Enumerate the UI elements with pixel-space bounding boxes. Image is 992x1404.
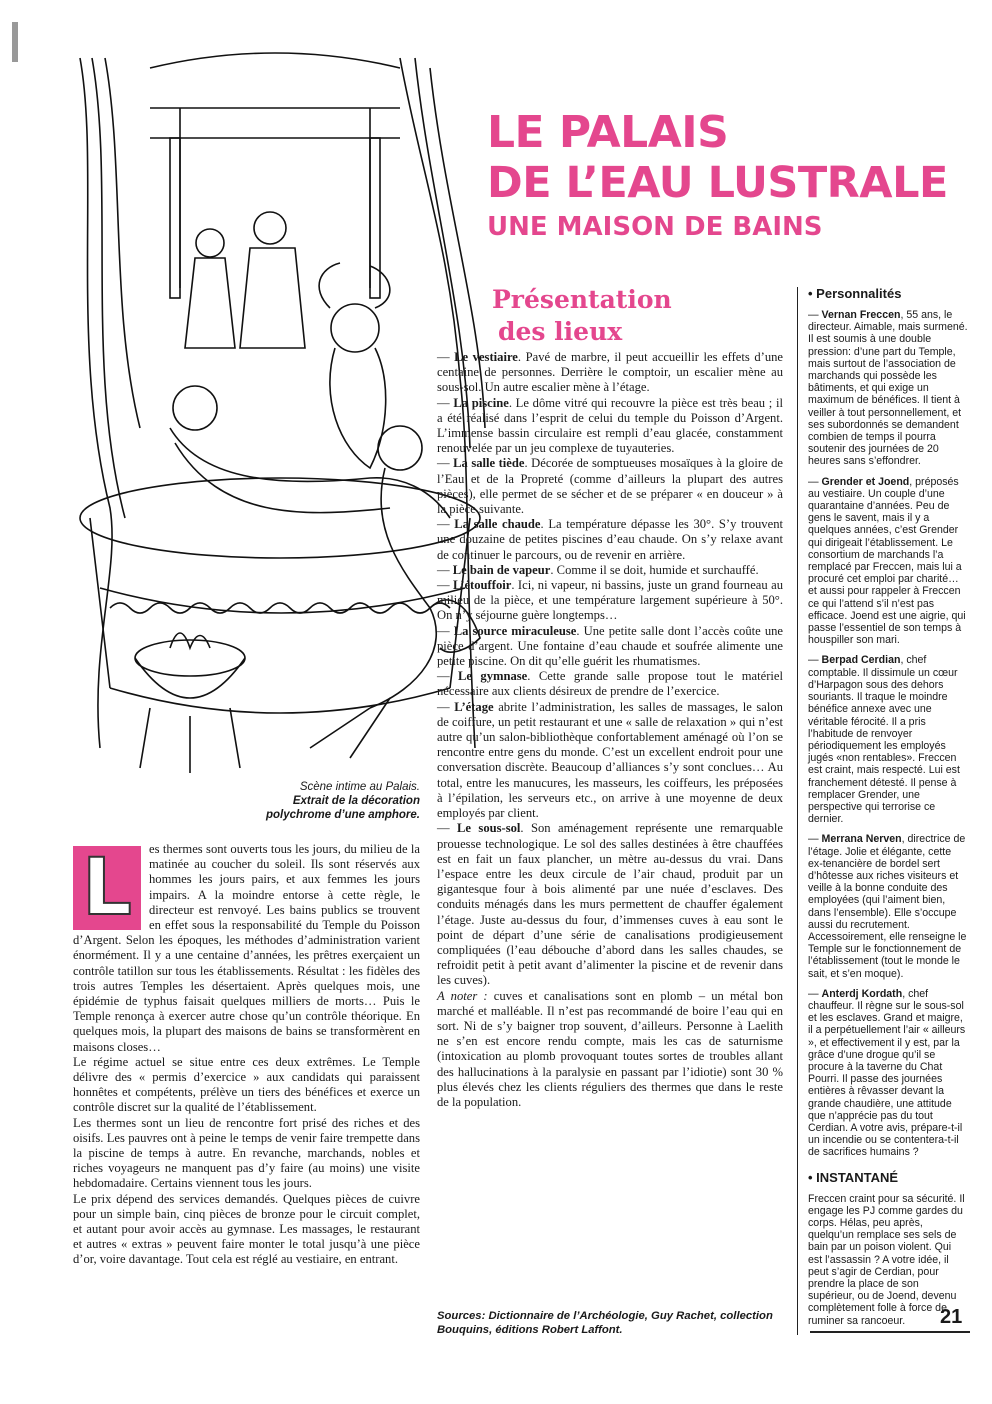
lieu-entry: — Le bain de vapeur. Comme il se doit, humide et surchauffé. <box>437 562 759 577</box>
intro-paragraph: Le régime actuel se situe entre ces deux extrêmes. Le Temple délivre des « permis d’exercice » aux candidats qui paraissent honnêtes et compétents, prélève un tiers des bénéfices et exerce un contrôle discret sur la qualité de l’établissement. <box>73 1054 420 1115</box>
note-text: cuves et canalisations sont en plomb – un métal bon marché et malléable. Il n’est pas recommandé de boire l’eau qui en sort. Ni de s’y baigner trop souvent, d’ailleurs. Personne à Laelith ne s’en est encore rendu compte, mais les cas de saturnisme (intoxication au plomb provoquant toutes sortes de troubles allant des hallucinations à la paralysie en passant par l’idiotie) sont 30 % plus élevés chez les clients réguliers des thermes que dans le reste de la population. <box>437 988 784 1109</box>
personnalite-entry: — Vernan Freccen, 55 ans, le directeur. Aimable, mais surmené. Il est soumis à une double pression: d’une part du Temple, mais surtout de l’association de marchands qui possède les bâtiments, et qui exige un maximum de bénéfices. Il tient à veiller à tout personnellement, et ses subordonnés se demandent combien de temps il pourra soutenir des journées de 20 heures sans s’effondrer. <box>808 309 968 468</box>
caption-line-2: Extrait de la décoration <box>292 795 420 807</box>
bath-scene-illustration <box>70 48 490 778</box>
caption-line-1: Scène intime au Palais. <box>299 781 420 793</box>
lieu-name: Le bain de vapeur <box>452 562 551 577</box>
lieu-text: Ici, ni vapeur, ni bassins, juste un grand fourneau au milieu de la pièce, et une température largement supérieure à 50°. On n’y séjourne guère longtemps… <box>437 578 783 623</box>
lieu-name: La salle chaude <box>454 517 541 532</box>
lieu-entry: — L’étage abrite l’administration, les salles de massages, le salon de coiffure, un petit restaurant et une « salle de relaxation » qui n’est autre qu’un salon-bibliothèque confortablement aménagé où l’on se rencontre entre gens du monde. C’est un excellent endroit pour une conversation discrète. Beaucoup d’alliances s’y sont conclues… Au total, entre les manucures, les masseurs, les coiffeurs, les préposées à l’épilation, les serveurs etc., on arrive à une moyenne de deux employés par client. <box>437 699 783 821</box>
personnalite-entry: — Anterdj Kordath, chef chauffeur. Il règne sur le sous-sol et les esclaves. Grand et maigre, il a perpétuellement l’air « ailleurs », et effectivement il y est, par la grâce d’une drogue qu’il se procure à la taverne du Chat Pourri. Il passe des journées entières à rêvasser devant la grande chaudière, une attitude que n’apprécie pas du tout Cerdian. A votre avis, prépare-t-il un incendie ou se contentera-t-il de sacrifices humains ? <box>808 987 966 1159</box>
personnalites-list <box>808 309 968 1159</box>
lieu-text: Son aménagement représente une remarquable prouesse technologique. Le sol des salles destinées à être chauffées est en fait un faux plancher, un mètre au-dessus du vrai. Dans l’espace entre les deux circule de l’air chaud, produit par un gigantesque four à bois alimenté par une nuée d’esclaves. Des conduits ménagés dans les murs permettent de chauffer également l’étage. Juste au-dessus du four, d’immenses cuves à eau sont le point de départ d’une série de canalisations prodigieusement compliquées (l’eau débouche d’abord dans les salles chaudes, se refroidit petit à petit avant d’alimenter la piscine et de revenir dans les cuves). <box>437 821 784 988</box>
personnalite-entry: — Merrana Nerven, directrice de l’étage. Jolie et élégante, cette ex-tenancière de bordel sert d’hôtesse aux riches visiteurs et veille à la bonne conduite des employées (qui l’aiment bien, dans l’ensemble). Elle s’occupe aussi du recrutement. Accessoirement, elle renseigne le Temple sur le fonctionnement de l’établissement (tout le monde le sait, et s’en moque). <box>808 833 967 980</box>
lieu-name: La source miraculeuse <box>453 623 577 638</box>
lieu-text: Comme il se doit, humide et surchauffé. <box>556 562 759 577</box>
caption-line-3: polychrome d’une amphore. <box>266 809 420 821</box>
page-number: 21 <box>940 1306 963 1328</box>
intro-paragraph: es thermes sont ouverts tous les jours, du milieu de la matinée au coucher du soleil. Ils sont réservés aux hommes les jours pairs, et aux femmes les jours impairs. A la moindre entorse à cette règle, le directeur est renvoyé. Les bains publics se trouvent en effet sous la responsabilité du Temple du Poisson d’Argent. Selon les époques, les méthodes d’administration varient énormément. Il y a une centaine d’années, les prêtres exerçaient un contrôle tatillon sur tous les établissements. Résultat : les fidèles des trois autres Temples les désertaient. Après quelques mois, une épidémie de typhus faisait quelques milliers de morts… Puis le Temple renonça à exercer autre chose qu’un contrôle théorique. En quelques mois, la plupart des maisons de bains se transformèrent en maisons closes… <box>73 842 420 1054</box>
article-title <box>487 108 948 244</box>
instantane-heading: • INSTANTANÉ <box>808 1169 899 1185</box>
lieu-text: Pavé de marbre, il peut accueillir les effets d’une centaine de personnes. Derrière le comptoir, un escalier mène au sous-sol. Un autre escalier mène à l’étage. <box>437 350 783 395</box>
personnalite-name: Grender et Joend <box>821 475 910 488</box>
sources-note: Sources: Dictionnaire de l’Archéologie, Guy Rachet, collection Bouquins, éditions Robert Laffont. <box>437 1310 773 1336</box>
lieu-entry: — La salle tiède. Décorée de somptueuses mosaïques à la gloire de l’Eau et de la Propreté (comme d’ailleurs la plupart des autres pièces), elle permet de se sécher et de se préparer « en douceur » à la pièce suivante. <box>437 456 783 517</box>
intro-paragraph: Le prix dépend des services demandés. Quelques pièces de cuivre pour un simple bain, cinq pièces de bronze pour le circuit complet, et autant pour avoir accès au gymnase. Les massages, le restaurant et autres « extras » peuvent faire monter le total jusqu’à une pièce d’or, voire davantage. Tout cela est réglé au vestiaire, en entrant. <box>73 1191 420 1267</box>
lieux-column <box>437 350 783 1110</box>
note-label: A noter : <box>437 988 488 1003</box>
lieu-text: Une petite salle dont l’accès coûte une pièce d’argent. Une fontaine d’eau chaude et soufrée alimente une petite piscine. On dit qu’elle guérit les rhumatismes. <box>437 623 783 669</box>
lieu-text: Décorée de somptueuses mosaïques à la gloire de l’Eau et de la Propreté (comme d’ailleurs la plupart des autres pièces), elle permet de se sécher et de se préparer « en douceur » à la pièce suivante. <box>437 456 783 517</box>
personnalite-text: , directrice de l’étage. Jolie et élégante, cette ex-tenancière de bordel sert d’hôtesse aux riches visiteurs et veille à la bonne conduite des employées (qui l’aiment bien, dans l’ensemble). Elle s’occupe aussi du recrutement. Accessoirement, elle renseigne le Temple sur le fonctionnement de l’établissement (tout le monde le sait, et s’en moque). <box>808 833 967 980</box>
lieu-entry: — La salle chaude. La température dépasse les 30°. S’y trouvent une douzaine de petites piscines d’eau chaude. On s’y relaxe avant de continuer le parcours, ou de revenir en arrière. <box>437 517 783 562</box>
section-title <box>492 284 672 348</box>
lieu-text: Cette grande salle propose tout le matériel nécessaire aux clients désireux de prendre de l’exercice. <box>437 669 784 699</box>
article-subtitle: UNE MAISON DE BAINS <box>487 212 823 242</box>
lieu-entry: — Le vestiaire. Pavé de marbre, il peut accueillir les effets d’une centaine de personnes. Derrière le comptoir, un escalier mène au sous-sol. Un autre escalier mène à l’étage. <box>437 350 783 395</box>
dropcap-letter: L <box>82 843 132 933</box>
personnalites-heading: • Personnalités <box>808 286 902 301</box>
sidebar-column <box>808 285 968 1335</box>
section-title-line-2: des lieux <box>498 317 623 346</box>
personnalite-name: Vernan Freccen <box>821 309 901 321</box>
lieu-text: La température dépasse les 30°. S’y trouvent une douzaine de petites piscines d’eau chaude. On s’y relaxe avant de continuer le parcours, ou de revenir en arrière. <box>437 517 783 562</box>
intro-column <box>73 842 420 1268</box>
lieu-text: Le dôme vitré qui recouvre la pièce est très beau ; il a été réalisé dans l’esprit de celui du temple du Poisson d’Argent. L’immense bassin circulaire est rempli d’eau glacée, constamment renouvelée par un jeu complexe de tuyauteries. <box>437 395 784 456</box>
personnalite-name: Anterdj Kordath <box>821 987 903 1000</box>
personnalite-text: , chef comptable. Il dissimule un cœur d’Harpagon sous des dehors souriants. Il traque le moindre bénéfice annexe avec une véritable férocité. Il a pris l’habitude de renvoyer périodiquement les employés jugés «non rentables». Freccen est craint, mais respecté. Lui est franchement détesté. Il pense à remplacer Grender, une perspective qui terrorise ce dernier. <box>808 654 960 826</box>
dropcap-box <box>73 843 141 933</box>
lieu-name: Le gymnase <box>458 669 528 684</box>
lieu-entry: — La source miraculeuse. Une petite salle dont l’accès coûte une pièce d’argent. Une fontaine d’eau chaude et soufrée alimente une petite piscine. On dit qu’elle guérit les rhumatismes. <box>437 623 783 669</box>
section-title-line-1: Présentation <box>492 285 672 314</box>
lieu-entry: — La piscine. Le dôme vitré qui recouvre la pièce est très beau ; il a été réalisé dans l’esprit de celui du temple du Poisson d’Argent. L’immense bassin circulaire est rempli d’eau glacée, constamment renouvelée par un jeu complexe de tuyauteries. <box>437 395 784 456</box>
personnalite-entry: — Berpad Cerdian, chef comptable. Il dissimule un cœur d’Harpagon sous des dehors souriants. Il traque le moindre bénéfice annexe avec une véritable férocité. Il a pris l’habitude de renvoyer périodiquement les employés jugés «non rentables». Freccen est craint, mais respecté. Lui est franchement détesté. Il pense à remplacer Grender, une perspective qui terrorise ce dernier. <box>808 654 960 826</box>
lieu-name: L’étouffoir <box>453 578 512 593</box>
lieu-name: Le sous-sol <box>457 821 521 836</box>
personnalite-name: Berpad Cerdian <box>821 654 901 667</box>
illustration-caption <box>240 780 420 822</box>
lieu-entry: — Le sous-sol. Son aménagement représente une remarquable prouesse technologique. Le sol des salles destinées à être chauffées est en fait un faux plancher, un mètre au-dessus du vrai. Dans l’espace entre les deux circule de l’air chaud, produit par un gigantesque four à bois alimenté par une nuée d’esclaves. Des conduits ménagés dans les murs permettent de chauffer également l’étage. Juste au-dessus du four, d’immenses cuves à eau sont le point de départ d’une série de canalisations prodigieusement compliquées (l’eau débouche d’abord dans les salles chaudes, se refroidit petit à petit avant d’alimenter la piscine et de revenir dans les cuves). <box>437 821 784 988</box>
lieu-text: abrite l’administration, les salles de massages, le salon de coiffure, un petit restaurant et une « salle de relaxation » qui n’est autre qu’un salon-bibliothèque confortablement aménagé où l’on se rencontre entre gens du monde. C’est un excellent endroit pour une conversation discrète. Beaucoup d’alliances s’y sont conclues… Au total, entre les manucures, les masseurs, les coiffeurs, les préposées à l’épilation, les serveurs etc., on arrive à une moyenne de deux employés par client. <box>437 699 783 821</box>
personnalite-text: , chef chauffeur. Il règne sur le sous-sol et les esclaves. Grand et maigre, il a perpétuellement l’air « ailleurs », et effectivement il y est, par la grâce d’une drogue qu’il se procure à la taverne du Chat Pourri. Il passe des journées entières à rêvasser devant la grande chaudière, une attitude que n’apprécie pas du tout Cerdian. A votre avis, prépare-t-il un incendie ou se contentera-t-il de sacrifices humains ? <box>808 987 966 1159</box>
lieu-name: La piscine <box>453 395 509 410</box>
instantane-text: Freccen craint pour sa sécurité. Il engage les PJ comme gardes du corps. Hélas, peu après, quelqu’un remplace ses sels de bain par un poison violent. Qui est l’assassin ? A votre idée, il peut s’agir de Cerdian, pour prendre la place de son supérieur, ou de Joend, devenu complètement folle à force de ruminer sa rancoeur. <box>808 1192 965 1327</box>
personnalite-name: Merrana Nerven <box>821 833 902 846</box>
title-line-1: LE PALAIS <box>487 107 729 158</box>
column-rule <box>797 287 798 1335</box>
intro-paragraph: Les thermes sont un lieu de rencontre fort prisé des riches et des oisifs. Les pauvres ont à peine le temps de venir faire trempette dans la piscine de temps à autre. En revanche, marchands, nobles et riches voyageurs ne manquent pas d’y faire (au moins) une visite hebdomadaire. Certains viennent tous les jours. <box>73 1115 420 1191</box>
lieu-name: La salle tiède <box>453 456 525 471</box>
note-paragraph <box>437 989 783 1111</box>
personnalite-text: , préposés au vestiaire. Un couple d’une quarantaine d’années. Peu de gens le savent, mais il y a quelques années, c’est Grender qui dirigeait l’établissement. Le consortium de marchands l’a remplacé par Freccen, mais lui a procuré cet emploi par charité… et aussi pour rappeler à Freccen ce qui l’attend s’il n’est pas efficace. Joend est une aigrie, qui passe l’essentiel de son temps à houspiller son mari. <box>808 475 966 647</box>
personnalite-text: , 55 ans, le directeur. Aimable, mais surmené. Il est soumis à une double pression: d’une part du Temple, mais surtout de l’association de marchands qui possède les bâtiments, et qui exige un maximum de bénéfices. Il tient à veiller à tout personnellement, et ses subordonnés se demandent combien de temps il pourra soutenir des journées de 20 heures sans s’effondrer. <box>808 309 968 468</box>
lieu-entry: — Le gymnase. Cette grande salle propose tout le matériel nécessaire aux clients désireux de prendre de l’exercice. <box>437 669 784 699</box>
lieu-name: Le vestiaire <box>454 350 518 364</box>
personnalite-entry: — Grender et Joend, préposés au vestiaire. Un couple d’une quarantaine d’années. Peu de gens le savent, mais il y a quelques années, c’est Grender qui dirigeait l’établissement. Le consortium de marchands l’a remplacé par Freccen, mais lui a procuré cet emploi par charité… et aussi pour rappeler à Freccen ce qui l’attend s’il n’est pas efficace. Joend est une aigrie, qui passe l’essentiel de son temps à houspiller son mari. <box>808 475 966 647</box>
lieu-entry: — L’étouffoir. Ici, ni vapeur, ni bassins, juste un grand fourneau au milieu de la pièce, et une température largement supérieure à 50°. On n’y séjourne guère longtemps… <box>437 578 783 623</box>
lieu-name: L’étage <box>454 699 494 714</box>
binder-mark <box>12 22 18 62</box>
lieux-list <box>437 350 783 989</box>
title-line-2: DE L’EAU LUSTRALE <box>487 158 948 208</box>
bottom-rule <box>810 1331 970 1333</box>
